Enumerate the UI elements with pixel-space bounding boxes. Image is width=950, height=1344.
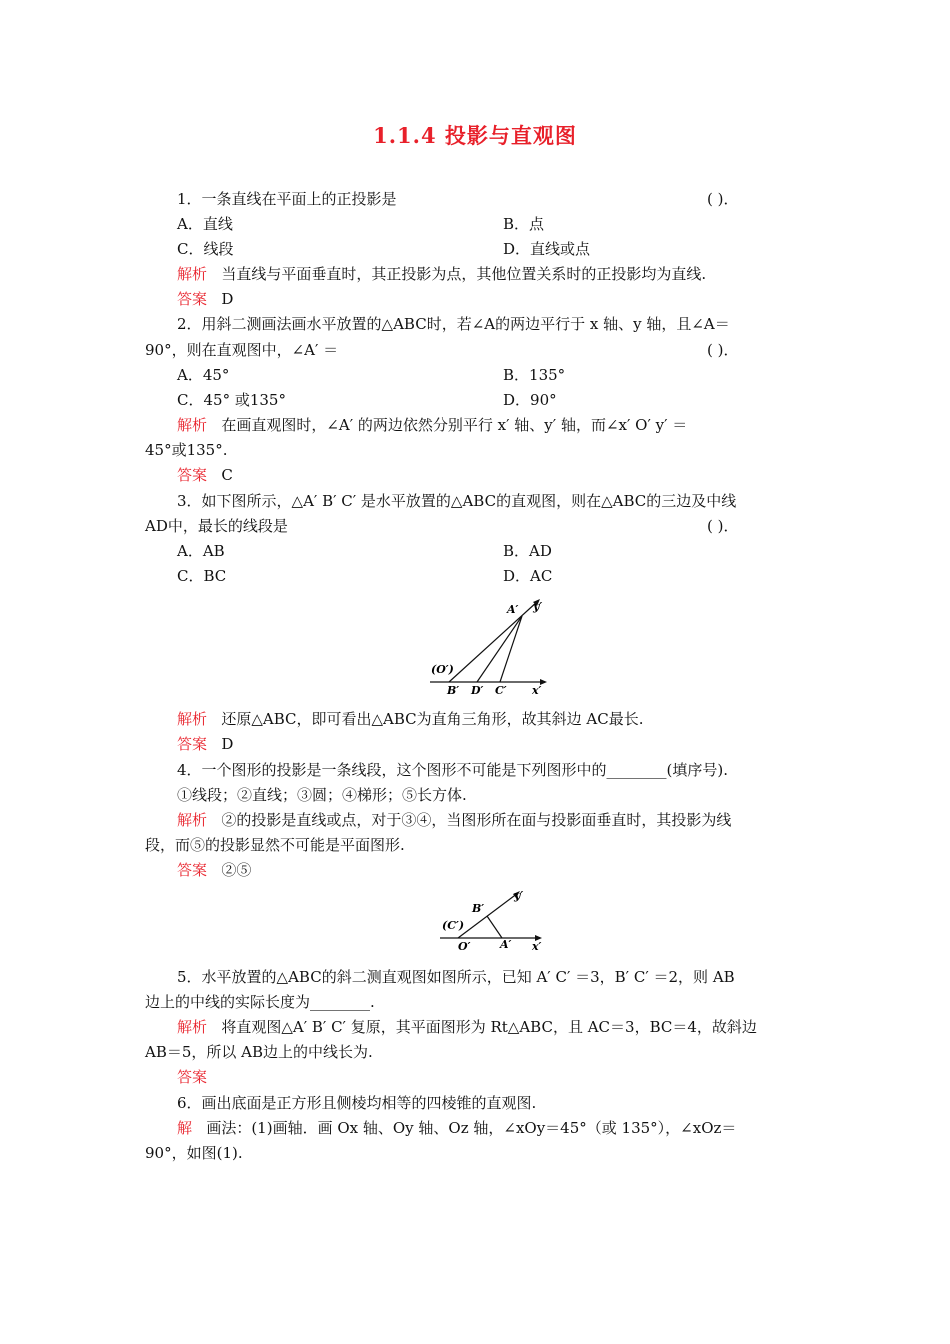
q3-option-b: B．AD — [503, 542, 552, 560]
q5-label-c: (C′) — [442, 919, 465, 932]
q5-label-x: x′ — [532, 940, 542, 953]
q2-option-b: B．135° — [503, 366, 566, 384]
q3-option-a: A．AB — [177, 542, 225, 560]
q5-label-b: B′ — [472, 902, 485, 915]
q4-answer — [177, 860, 251, 880]
q2-stem-line1: 2．用斜二测画法画水平放置的△ABC时，若∠A的两边平行于 x 轴、y 轴，且∠A＝ — [177, 315, 730, 333]
q3-answer-paren: ( )． — [707, 517, 739, 535]
q1-answer-paren: ( )． — [707, 190, 739, 208]
q3-label-x: x′ — [532, 684, 542, 697]
q5-label-o: O′ — [458, 940, 471, 953]
q4-analysis-line1 — [177, 810, 731, 830]
q2-analysis-line2: 45°或135°. — [145, 441, 228, 459]
q3-answer — [177, 734, 233, 754]
q3-analysis — [177, 709, 643, 729]
q5-stem-line1: 5．水平放置的△ABC的斜二测直观图如图所示，已知 A′ C′ ＝3，B′ C′ ＝2，则 AB — [177, 968, 735, 986]
q2-stem-line2: 90°，则在直观图中，∠A′ ＝ — [145, 341, 339, 359]
q2-option-a: A．45° — [177, 366, 230, 384]
q3-option-d: D．AC — [503, 567, 553, 585]
q1-option-c: C．线段 — [177, 240, 234, 258]
q3-label-y: y′ — [533, 600, 543, 613]
q1-analysis — [177, 264, 706, 284]
q5-answer — [177, 1067, 207, 1087]
answer-label: 答案 — [177, 735, 208, 753]
q1-stem: 1．一条直线在平面上的正投影是 — [177, 190, 397, 208]
q6-solution-line2: 90°，如图(1). — [145, 1144, 243, 1162]
q2-option-c: C．45° 或135° — [177, 391, 286, 409]
answer-label: 答案 — [177, 290, 208, 308]
q3-label-a: A′ — [507, 603, 519, 616]
q5-figure — [436, 885, 554, 955]
q4-answer-text: ②⑤ — [221, 861, 252, 879]
q4-options: ①线段；②直线；③圆；④梯形；⑤长方体. — [177, 786, 467, 804]
q2-option-d: D．90° — [503, 391, 557, 409]
q1-answer — [177, 289, 233, 309]
analysis-label: 解析 — [177, 1018, 208, 1036]
q3-label-d: D′ — [471, 684, 484, 697]
q1-option-d: D．直线或点 — [503, 240, 591, 258]
q3-option-c: C．BC — [177, 567, 227, 585]
q3-stem-line1: 3．如下图所示，△A′ B′ C′ 是水平放置的△ABC的直观图，则在△ABC的三边及中线 — [177, 492, 737, 510]
q5-label-a: A′ — [500, 938, 512, 951]
q1-option-a: A．直线 — [177, 215, 233, 233]
q5-segment-ba — [487, 916, 502, 938]
q3-label-c: C′ — [495, 684, 507, 697]
q6-solution-line1 — [177, 1118, 736, 1138]
q1-option-b: B．点 — [503, 215, 545, 233]
q4-analysis-text: ②的投影是直线或点，对于③④，当图形所在面与投影面垂直时，其投影为线 — [221, 811, 732, 829]
analysis-label: 解析 — [177, 416, 208, 434]
answer-label: 答案 — [177, 1068, 208, 1086]
q5-label-y: y′ — [514, 889, 524, 902]
q5-analysis-line1 — [177, 1017, 757, 1037]
q3-figure — [425, 593, 555, 701]
q3-label-o: (O′) — [431, 663, 454, 676]
solution-label: 解 — [177, 1119, 193, 1137]
answer-label: 答案 — [177, 861, 208, 879]
q5-analysis-line2: AB＝5，所以 AB边上的中线长为. — [145, 1043, 373, 1061]
q2-analysis-text: 在画直观图时，∠A′ 的两边依然分别平行 x′ 轴、y′ 轴，而∠x′ O′ y′ ＝ — [221, 416, 688, 434]
page-title: 1.1.4 投影与直观图 — [373, 123, 577, 148]
q4-stem: 4．一个图形的投影是一条线段，这个图形不可能是下列图形中的________(填序号). — [177, 761, 729, 779]
q3-answer-text: D — [221, 735, 234, 753]
analysis-label: 解析 — [177, 710, 208, 728]
q5-stem-line2: 边上的中线的实际长度为________. — [145, 993, 375, 1011]
q6-stem: 6．画出底面是正方形且侧棱均相等的四棱锥的直观图. — [177, 1094, 537, 1112]
analysis-label: 解析 — [177, 811, 208, 829]
q4-analysis-line2: 段，而⑤的投影显然不可能是平面图形. — [145, 836, 405, 854]
q6-solution-text: 画法：(1)画轴．画 Ox 轴、Oy 轴、Oz 轴，∠xOy＝45°（或 135°），∠xOz＝ — [206, 1119, 737, 1137]
q2-answer — [177, 465, 233, 485]
q3-label-b: B′ — [447, 684, 460, 697]
q2-analysis-line1 — [177, 415, 687, 435]
q3-segment-ad — [477, 616, 522, 682]
q5-analysis-text: 将直观图△A′ B′ C′ 复原，其平面图形为 Rt△ABC，且 AC＝3，BC＝4，故斜边 — [221, 1018, 757, 1036]
answer-label: 答案 — [177, 466, 208, 484]
q1-answer-text: D — [221, 290, 234, 308]
q2-answer-text: C — [221, 466, 233, 484]
analysis-label: 解析 — [177, 265, 208, 283]
q2-answer-paren: ( )． — [707, 341, 739, 359]
q3-stem-line2: AD中，最长的线段是 — [145, 517, 288, 535]
q1-analysis-text: 当直线与平面垂直时，其正投影为点，其他位置关系时的正投影均为直线. — [221, 265, 707, 283]
q3-y-axis — [449, 601, 538, 682]
q5-y-axis — [458, 893, 518, 938]
q3-analysis-text: 还原△ABC，即可看出△ABC为直角三角形，故其斜边 AC最长. — [221, 710, 644, 728]
